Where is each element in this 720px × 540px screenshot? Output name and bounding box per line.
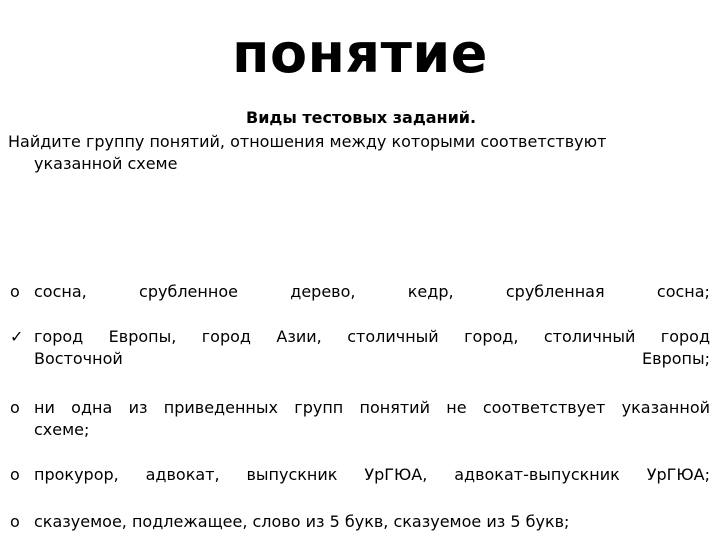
- option-word: сосна;: [656, 282, 710, 301]
- answer-option-1-text: [34, 281, 710, 303]
- answer-option-1[interactable]: [10, 281, 710, 303]
- checkmark-icon[interactable]: ✓: [10, 327, 24, 346]
- radio-marker[interactable]: o: [10, 282, 20, 301]
- option-word: Европы;: [642, 349, 710, 368]
- radio-marker[interactable]: o: [10, 512, 20, 531]
- answer-option-5-text: сказуемое, подлежащее, слово из 5 букв, сказуемое из 5 букв;: [34, 512, 570, 531]
- answer-option-4[interactable]: [10, 464, 710, 486]
- answer-option-3[interactable]: [10, 397, 710, 441]
- answer-option-2-line2: [34, 348, 710, 370]
- task-instruction-line1: Найдите группу понятий, отношения между которыми соответствуют: [8, 132, 607, 151]
- answer-option-5[interactable]: [10, 511, 710, 533]
- option-word: дерево,: [290, 282, 356, 301]
- answer-option-2-line1: город Европы, город Азии, столичный город, столичный город: [34, 327, 710, 346]
- task-instruction: [8, 131, 708, 175]
- task-heading: Виды тестовых заданий.: [246, 108, 477, 127]
- option-word: сосна,: [34, 282, 87, 301]
- answer-option-3-line2: схеме;: [34, 420, 90, 439]
- slide-title: понятие: [232, 22, 488, 85]
- radio-marker[interactable]: o: [10, 398, 20, 417]
- option-word: кедр,: [407, 282, 454, 301]
- radio-marker[interactable]: o: [10, 465, 20, 484]
- answer-option-3-line1: ни одна из приведенных групп понятий не соответствует указанной: [34, 398, 710, 417]
- answer-option-2[interactable]: [10, 326, 710, 370]
- answer-option-4-text: прокурор, адвокат, выпускник УрГЮА, адвокат-выпускник УрГЮА;: [34, 465, 710, 484]
- option-word: срубленная: [505, 282, 605, 301]
- option-word: Восточной: [34, 349, 123, 368]
- task-instruction-line2: указанной схеме: [34, 154, 178, 173]
- option-word: срубленное: [139, 282, 238, 301]
